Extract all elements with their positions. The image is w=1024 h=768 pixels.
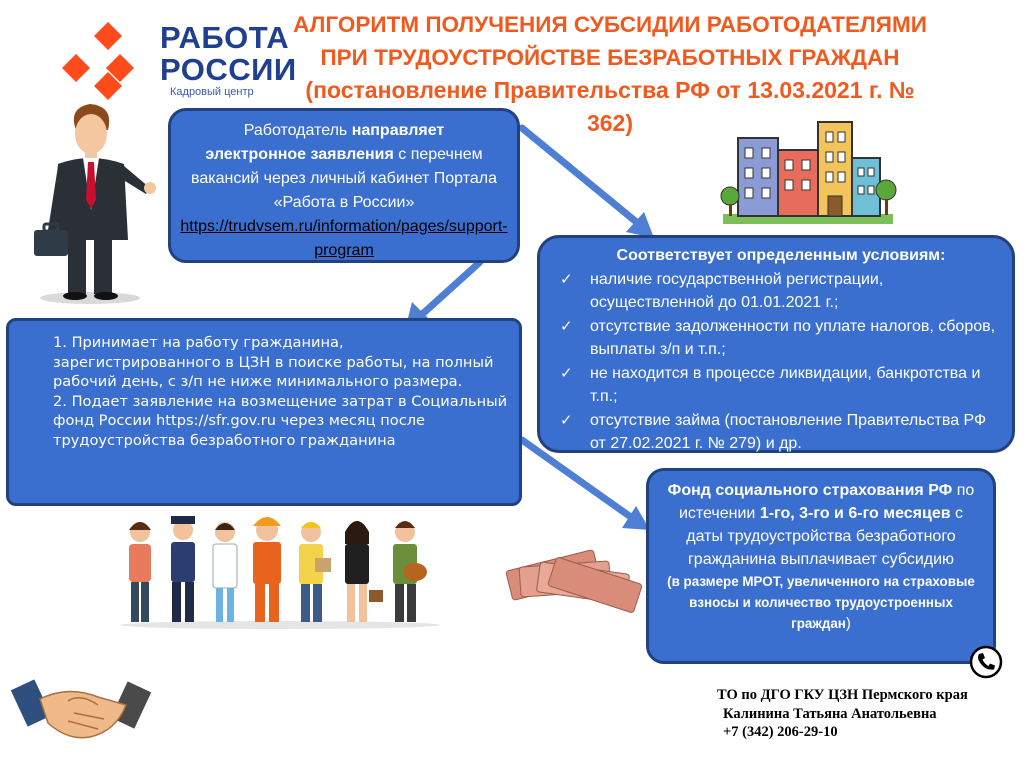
contact-footer (717, 686, 968, 742)
title-line2: ПРИ ТРУДОУСТРОЙСТВЕ БЕЗРАБОТНЫХ ГРАЖДАН (320, 45, 900, 70)
title-line1: АЛГОРИТМ ПОЛУЧЕНИЯ СУБСИДИИ РАБОТОДАТЕЛЯМИ (293, 12, 927, 37)
condition-item (560, 268, 1002, 315)
apply-text-2: с перечнем вакансий через личный кабинет Портала «Работа в России» (191, 146, 497, 211)
fund-text-1: по истечении (678, 482, 975, 522)
steps-box (6, 318, 522, 506)
apply-text-1: Работодатель (243, 122, 352, 139)
apply-bold-1: направляет (351, 122, 445, 139)
condition-item (560, 315, 1002, 362)
check-icon: ✓ (560, 270, 573, 288)
condition-text: наличие государственной регистрации, осуществленной до 01.01.2021 г.; (590, 270, 884, 311)
check-icon: ✓ (560, 317, 573, 335)
fund-bold-1: Фонд социального страхования РФ (667, 482, 953, 499)
footer-phone: +7 (342) 206-29-10 (723, 724, 838, 740)
handshake-icon (18, 675, 148, 755)
logo-line2: РОССИИ (160, 52, 297, 87)
workers-group-icon (115, 510, 445, 630)
fund-text-2: с даты трудоустройства безработного гражданина выплачивает субсидию (686, 505, 964, 568)
support-program-link[interactable]: https://trudvsem.ru/information/pages/support-program (180, 218, 508, 259)
fund-payment-box (646, 468, 996, 664)
conditions-box (537, 235, 1015, 453)
condition-text: отсутствие займа (постановление Правительства РФ от 27.02.2021 г. № 279) и др. (590, 411, 987, 452)
fund-small-end: ) (845, 615, 851, 632)
fund-small-text: (в размере МРОТ, увеличенного на страховые взносы и количество трудоустроенных граждан (667, 574, 975, 631)
title-line3: (постановление Правительства РФ от 13.03.2021 г. № 362) (305, 77, 915, 136)
fund-bold-2: 1-го, 3-го и 6-го месяцев (759, 505, 951, 522)
apply-bold-2: электронное заявления (205, 146, 394, 163)
phone-icon (968, 644, 1004, 680)
footer-name: Калинина Татьяна Анатольевна (723, 705, 937, 722)
money-icon (498, 540, 648, 610)
condition-item (560, 362, 1002, 409)
check-icon: ✓ (560, 411, 573, 429)
condition-text: отсутствие задолженности по уплате налогов, сборов, выплаты з/п и т.п.; (590, 317, 996, 358)
condition-item (560, 409, 1002, 456)
check-icon: ✓ (560, 364, 573, 382)
logo-line1: РАБОТА (160, 20, 290, 55)
step-2-text: 2. Подает заявление на возмещение затрат в Социальный фонд России https://sfr.gov.ru через месяц после трудоустройства безработного гражданина (53, 392, 508, 449)
condition-text: не находится в процессе ликвидации, банкротства и т.п.; (590, 364, 981, 405)
step-1-text: 1. Принимает на работу гражданина, зарегистрированного в ЦЗН в поиске работы, на полный рабочий день, с з/п не ниже минимального размера. (53, 334, 494, 390)
apply-application-box (168, 108, 520, 263)
logo-tagline: Кадровый центр (170, 86, 254, 98)
conditions-heading: Соответствует определенным условиям: (616, 247, 946, 264)
footer-org: ТО по ДГО ГКУ ЦЗН Пермского края (717, 687, 968, 703)
